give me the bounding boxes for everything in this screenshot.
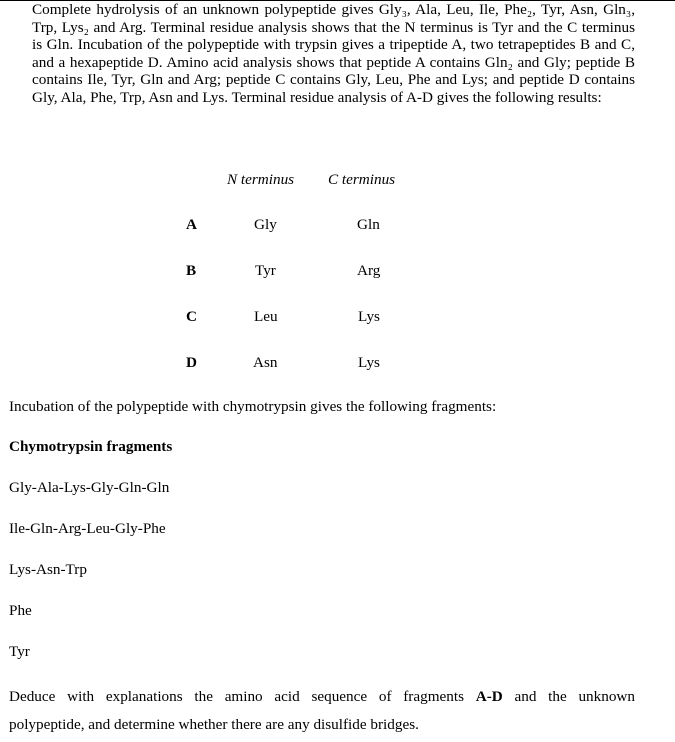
fragment-item: Phe: [9, 602, 32, 619]
fragment-item: Ile-Gln-Arg-Leu-Gly-Phe: [9, 520, 166, 537]
fragment-item: Tyr: [9, 643, 30, 660]
fragment-item: Lys-Asn-Trp: [9, 561, 87, 578]
header-n-terminus: N terminus: [227, 171, 295, 188]
fragment-item: Gly-Ala-Lys-Gly-Gln-Gln: [9, 479, 170, 496]
conclusion-line-2: polypeptide, and determine whether there are any disulfide bridges.: [9, 716, 419, 733]
conclusion-text: [9, 683, 635, 739]
question-text: Complete hydrolysis of an unknown polypeptide gives Gly₃, Ala, Leu, Ile, Phe₂, Tyr, Asn, Gln₃, Trp, Lys₂ and Arg. Terminal residue analysis shows that the N terminus is Tyr and the C terminus is Gln. Incubation of the polypeptide with trypsin gives a tripeptide A, two tetrapeptides B and C, and a hexapeptide D. Amino acid analysis shows that peptide A contains Gln₂ and Gly; peptide B contains Ile, Tyr, Gln and Arg; peptide C contains Gly, Leu, Phe and Lys; and peptide D contains Gly, Ala, Phe, Trp, Asn and Lys. Terminal residue analysis of A-D gives the following results:: [32, 1, 635, 106]
question-intro: [9, 1, 635, 107]
row-b-n: Tyr: [255, 262, 276, 279]
row-d-c: Lys: [358, 354, 380, 371]
row-d-n: Asn: [253, 354, 278, 371]
row-label-c: C: [186, 308, 197, 325]
conclusion-line-1: Deduce with explanations the amino acid sequence of fragments A-D and the unknown: [9, 688, 635, 705]
row-b-c: Arg: [357, 262, 381, 279]
row-label-b: B: [186, 262, 197, 279]
row-c-n: Leu: [254, 308, 278, 325]
row-label-d: D: [186, 354, 197, 371]
row-c-c: Lys: [358, 308, 380, 325]
question-number: [9, 1, 32, 19]
chymotrypsin-intro: Incubation of the polypeptide with chymotrypsin gives the following fragments:: [9, 398, 497, 415]
row-a-c: Gln: [357, 216, 380, 233]
header-c-terminus: C terminus: [328, 171, 396, 188]
chymotrypsin-heading: Chymotrypsin fragments: [9, 438, 173, 455]
row-a-n: Gly: [254, 216, 277, 233]
row-label-a: A: [186, 216, 197, 233]
